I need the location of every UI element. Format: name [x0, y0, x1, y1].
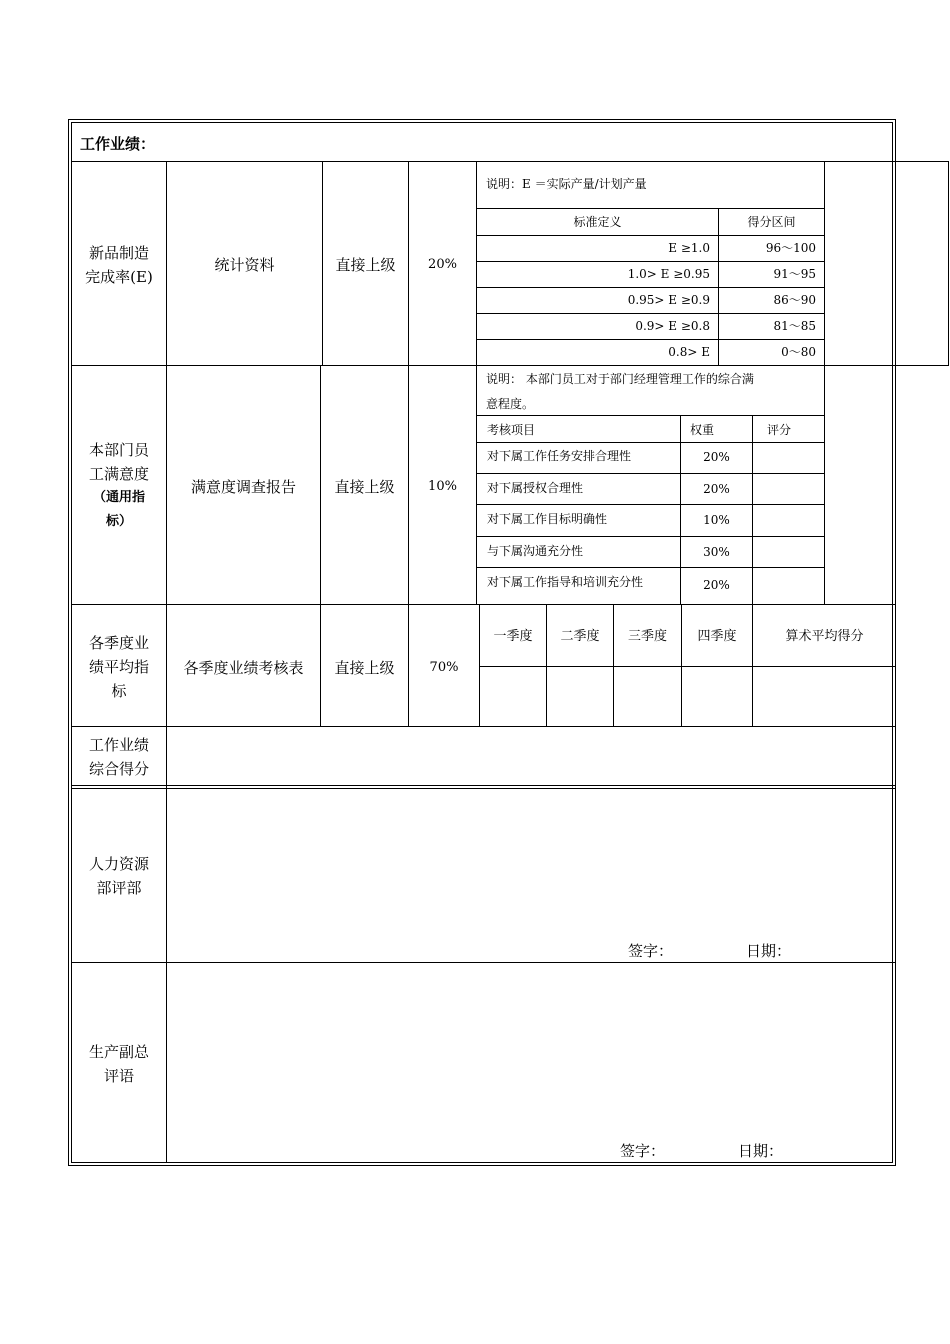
row2-weight-5: 20%	[703, 578, 730, 592]
row2-name	[72, 436, 166, 536]
vp-label-line2: 评语	[103, 1067, 134, 1085]
row1-header-definition: 标准定义	[573, 215, 622, 229]
row1-sub-r4	[476, 339, 824, 340]
row3-name	[72, 630, 166, 704]
row1-sub-r1	[476, 261, 824, 262]
row1-score-1: 96～100	[765, 241, 816, 255]
vp-sign-label: 签字：	[620, 1142, 666, 1160]
row2-weight-1: 20%	[703, 450, 730, 464]
total-label-line1: 工作业绩	[88, 736, 149, 754]
row2-source: 满意度调查报告	[190, 478, 296, 496]
col-evaluator-right	[408, 161, 409, 726]
row2-header-item: 考核项目	[487, 423, 536, 437]
row2-item-4: 与下属沟通充分性	[487, 544, 584, 558]
row1-name	[72, 240, 166, 290]
row3-qcol-3	[681, 604, 682, 726]
row1-def-2: 1.0> E ≥0.95	[627, 267, 710, 281]
row3-qcol-1	[546, 604, 547, 726]
vp-date-label: 日期：	[738, 1142, 784, 1160]
row2-item-2: 对下属授权合理性	[487, 481, 584, 495]
quarter-q4: 四季度	[697, 629, 737, 644]
quarter-average: 算术平均得分	[785, 629, 864, 644]
quarter-q2: 二季度	[560, 629, 600, 644]
row2-sub-r1	[476, 473, 824, 474]
row1-header-score: 得分区间	[747, 215, 796, 229]
total-label-line2: 综合得分	[88, 760, 149, 778]
row1-sub-r3	[476, 313, 824, 314]
row2-note-line2: 意程度。	[486, 397, 535, 411]
row1-note: 说明：E ＝实际产量/计划产量	[486, 177, 647, 191]
rule-total-bottom-2	[71, 788, 896, 789]
hr-label-line2: 部评部	[96, 879, 142, 897]
row1-def-4: 0.9> E ≥0.8	[635, 319, 710, 333]
row2-name-sub2: 标）	[105, 514, 132, 529]
vp-label-line1: 生产副总	[88, 1043, 149, 1061]
row1-sub-header-bottom	[476, 235, 824, 236]
row1-weight: 20%	[428, 257, 457, 272]
row2-sub-top	[476, 415, 824, 416]
row3-name-line3: 标	[111, 682, 127, 700]
row1-def-3: 0.95> E ≥0.9	[627, 293, 710, 307]
rule-title-bottom	[71, 161, 893, 162]
row1-sub-r2	[476, 287, 824, 288]
section-title: 工作业绩：	[80, 135, 156, 153]
rule-row3-bottom	[71, 726, 896, 727]
row1-score-5: 0～80	[781, 345, 816, 359]
vp-label	[72, 1039, 166, 1089]
row2-sub-header-bottom	[476, 442, 824, 443]
row2-name-line2: 工满意度	[88, 465, 149, 483]
row2-sub-col2	[752, 415, 753, 604]
row1-score-4: 81～85	[773, 319, 816, 333]
quarter-q1: 一季度	[493, 629, 533, 644]
row2-weight: 10%	[428, 479, 457, 494]
rule-row2-bottom	[71, 604, 896, 605]
row1-score-3: 86～90	[773, 293, 816, 307]
row2-note-line1: 说明： 本部门员工对于部门经理管理工作的综合满	[486, 372, 754, 386]
hr-label	[72, 851, 166, 901]
row1-name-line1: 新品制造	[88, 244, 149, 262]
row2-weight-3: 10%	[703, 513, 730, 527]
row2-evaluator: 直接上级	[334, 478, 395, 496]
row1-sub-col	[718, 208, 719, 365]
row1-def-5: 0.8> E	[668, 345, 710, 359]
row2-name-sub1: （通用指	[92, 490, 145, 505]
row2-sub-right	[824, 365, 825, 604]
row1-score-2: 91～95	[773, 267, 816, 281]
row3-name-line2: 绩平均指	[88, 658, 149, 676]
hr-label-line1: 人力资源	[88, 855, 149, 873]
row2-sub-r4	[476, 567, 824, 568]
row3-source: 各季度业绩考核表	[183, 659, 304, 677]
row2-header-weight: 权重	[690, 423, 715, 437]
row2-item-5: 对下属工作指导和培训充分性	[487, 575, 644, 589]
row3-evaluator: 直接上级	[334, 659, 395, 677]
row2-item-3: 对下属工作目标明确性	[487, 512, 608, 526]
row1-evaluator: 直接上级	[335, 256, 396, 274]
row3-qcol-4	[752, 604, 753, 726]
row2-weight-2: 20%	[703, 482, 730, 496]
row1-source: 统计资料	[214, 256, 275, 274]
row3-qcol-2	[613, 604, 614, 726]
row1-name-line2: 完成率(E)	[85, 268, 153, 286]
total-label	[72, 732, 166, 782]
row2-weight-4: 30%	[703, 545, 730, 559]
hr-date-label: 日期：	[746, 942, 792, 960]
row2-item-1: 对下属工作任务安排合理性	[487, 449, 632, 463]
row2-sub-r2	[476, 504, 824, 505]
row1-sub-top	[476, 208, 824, 209]
quarter-q3: 三季度	[627, 629, 667, 644]
rule-total-bottom	[71, 785, 896, 786]
row2-sub-r3	[476, 536, 824, 537]
row3-quarter-mid	[479, 666, 896, 667]
row2-header-score: 评分	[767, 423, 792, 437]
row1-side-box	[824, 161, 949, 366]
row3-weight: 70%	[429, 660, 459, 675]
row1-def-1: E ≥1.0	[668, 241, 710, 255]
col-weight-right-row3	[479, 604, 480, 726]
rule-row1-bottom	[71, 365, 896, 366]
row3-name-line1: 各季度业	[88, 634, 149, 652]
hr-sign-label: 签字：	[628, 942, 674, 960]
row2-name-line1: 本部门员	[88, 441, 149, 459]
